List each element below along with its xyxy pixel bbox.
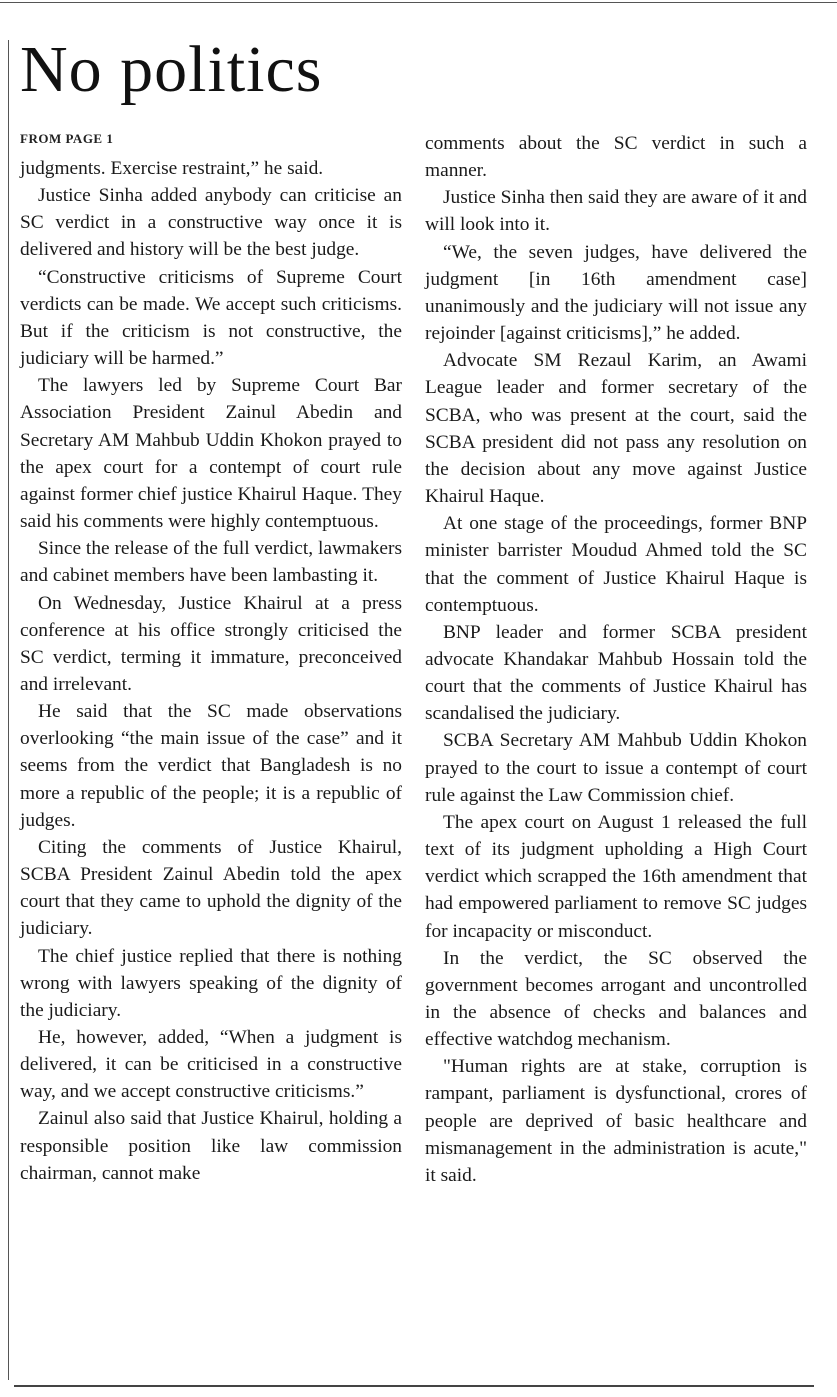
- paragraph: Since the release of the full verdict, lawmakers and cabinet members have been lambasting it.: [20, 538, 402, 587]
- paragraph: The lawyers led by Supreme Court Bar Association President Zainul Abedin and Secretary AM Mahbub Uddin Khokon prayed to the apex court for a contempt of court rule against former chief justice Khairul Haque. They said his comments were highly contemptuous.: [20, 375, 402, 533]
- left-column-rule: [8, 40, 9, 1380]
- paragraph: He said that the SC made observations overlooking “the main issue of the case” and it seems from the verdict that Bangladesh is no more a republic of the people; it is a republic of judges.: [20, 701, 402, 831]
- paragraph: Advocate SM Rezaul Karim, an Awami League leader and former secretary of the SCBA, who was present at the court, said the SCBA president did not pass any resolution on the decision about any move against Justice Khairul Haque.: [425, 350, 807, 508]
- paragraph: He, however, added, “When a judgment is delivered, it can be criticised in a constructive way, and we accept constructive criticisms.”: [20, 1027, 402, 1103]
- continuation-kicker: FROM PAGE 1: [20, 131, 114, 146]
- article-column-1: [20, 155, 402, 1187]
- headline: No politics: [20, 33, 323, 106]
- paragraph: judgments. Exercise restraint,” he said.: [20, 158, 324, 179]
- paragraph: Zainul also said that Justice Khairul, holding a responsible position like law commission chairman, cannot make: [20, 1108, 402, 1184]
- paragraph: “Constructive criticisms of Supreme Court verdicts can be made. We accept such criticisms. But if the criticism is not constructive, the judiciary will be harmed.”: [20, 266, 402, 370]
- bottom-rule: [14, 1385, 814, 1387]
- paragraph: The apex court on August 1 released the full text of its judgment upholding a High Court verdict which scrapped the 16th amendment that had empowered parliament to remove SC judges for incapacity or misconduct.: [425, 811, 807, 942]
- paragraph: On Wednesday, Justice Khairul at a press conference at his office strongly criticised the SC verdict, terming it immature, preconceived and irrelevant.: [20, 592, 402, 695]
- paragraph: "Human rights are at stake, corruption is rampant, parliament is dysfunctional, crores of people are deprived of basic healthcare and mismanagement in the administration is acute," it said.: [425, 1056, 807, 1186]
- paragraph: Justice Sinha added anybody can criticise an SC verdict in a constructive way once it is delivered and history will be the best judge.: [20, 185, 402, 261]
- paragraph: SCBA Secretary AM Mahbub Uddin Khokon prayed to the court to issue a contempt of court rule against the Law Commission chief.: [425, 730, 807, 806]
- paragraph: “We, the seven judges, have delivered the judgment [in 16th amendment case] unanimously and the judiciary will not issue any rejoinder [against criticisms],” he added.: [425, 241, 807, 345]
- paragraph: Justice Sinha then said they are aware of it and will look into it.: [425, 187, 807, 236]
- top-rule: [0, 2, 837, 3]
- paragraph: At one stage of the proceedings, former BNP minister barrister Moudud Ahmed told the SC that the comment of Justice Khairul Haque is contemptuous.: [425, 513, 807, 616]
- paragraph: BNP leader and former SCBA president advocate Khandakar Mahbub Hossain told the court that the comments of Justice Khairul has scandalised the judiciary.: [425, 621, 807, 725]
- paragraph: The chief justice replied that there is nothing wrong with lawyers speaking of the dignity of the judiciary.: [20, 945, 402, 1021]
- article-column-2: [425, 130, 807, 1189]
- paragraph: In the verdict, the SC observed the government becomes arrogant and uncontrolled in the absence of checks and balances and effective watchdog mechanism.: [425, 947, 807, 1051]
- paragraph: Citing the comments of Justice Khairul, SCBA President Zainul Abedin told the apex court that they came to uphold the dignity of the judiciary.: [20, 836, 402, 940]
- paragraph: comments about the SC verdict in such a manner.: [425, 133, 807, 182]
